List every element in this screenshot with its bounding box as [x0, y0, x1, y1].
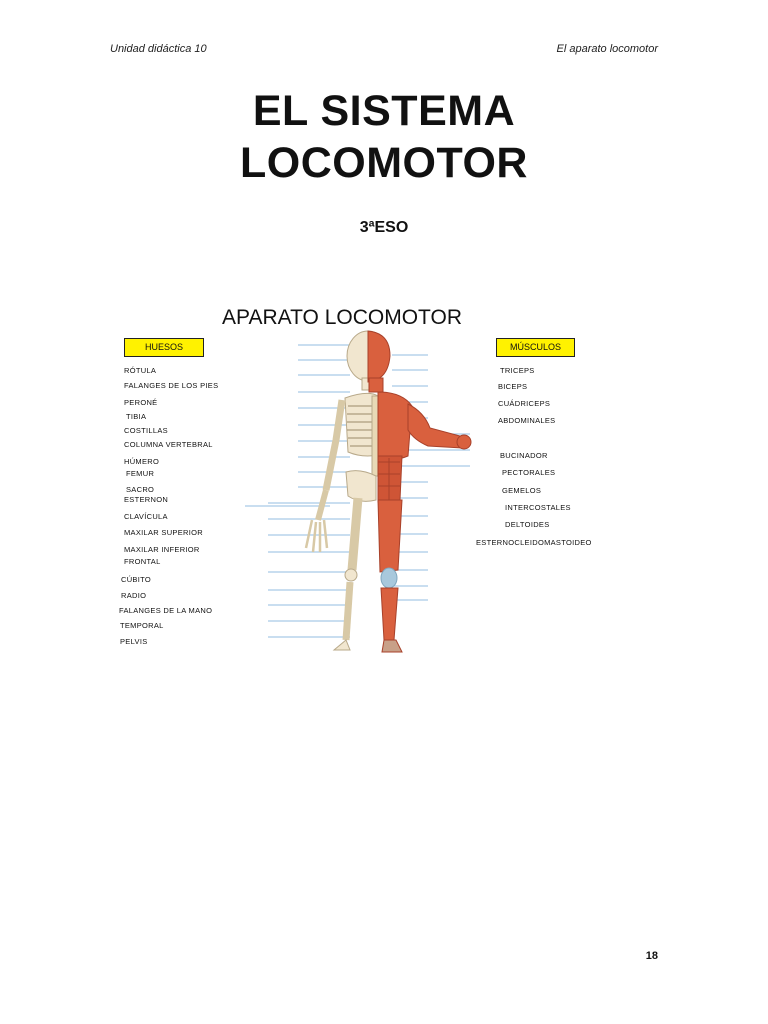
hueso-label: FEMUR	[126, 469, 155, 478]
musculo-label: TRICEPS	[500, 366, 535, 375]
fist-icon	[457, 435, 471, 449]
musculo-label: GEMELOS	[502, 486, 542, 495]
musculo-label: ABDOMINALES	[498, 416, 556, 425]
patella-icon	[345, 569, 357, 581]
calf-muscles-icon	[381, 588, 398, 640]
header-right: El aparato locomotor	[556, 43, 658, 55]
hueso-label: COLUMNA VERTEBRAL	[124, 440, 213, 449]
musculo-label: INTERCOSTALES	[505, 503, 571, 512]
page-number: 18	[645, 950, 658, 962]
hueso-label: CÚBITO	[121, 575, 151, 584]
hueso-label: MAXILAR SUPERIOR	[124, 528, 203, 537]
course-level: 3ªESO	[359, 219, 409, 236]
knee-icon	[381, 568, 397, 588]
hueso-label: RADIO	[121, 591, 147, 600]
header-left: Unidad didáctica 10	[110, 43, 207, 55]
musculo-label: BUCINADOR	[500, 451, 548, 460]
spine-icon	[372, 396, 378, 476]
page-title-line-1: EL SISTEMA	[252, 87, 516, 135]
hueso-label: FALANGES DE LA MANO	[119, 606, 213, 615]
musculos-heading: MÚSCULOS	[496, 338, 575, 357]
arm-muscles-icon	[408, 404, 462, 448]
figure-title: APARATO LOCOMOTOR	[222, 306, 462, 329]
hueso-label: CLAVÍCULA	[124, 512, 168, 521]
hueso-label: PELVIS	[120, 637, 148, 646]
neck-muscles-icon	[369, 378, 383, 392]
humerus-icon	[326, 400, 342, 490]
hueso-label: HÚMERO	[124, 457, 160, 466]
musculo-label: PECTORALES	[502, 468, 556, 477]
hueso-label: TEMPORAL	[120, 621, 164, 630]
femur-icon	[352, 498, 358, 570]
page-title-line-2: LOCOMOTOR	[240, 139, 528, 187]
musculo-label: DELTOIDES	[505, 520, 550, 529]
musculo-label: ESTERNOCLEIDOMASTOIDEO	[476, 538, 592, 547]
pectoral-icon	[378, 392, 412, 460]
face-muscles-icon	[368, 331, 390, 382]
abdominals-icon	[378, 456, 402, 502]
foot-bones-icon	[334, 640, 350, 650]
forearm-icon	[318, 490, 326, 520]
hueso-label: RÓTULA	[124, 366, 157, 375]
huesos-heading: HUESOS	[124, 338, 204, 357]
muscle-half	[368, 331, 471, 652]
hueso-label: MAXILAR INFERIOR	[124, 545, 200, 554]
hand-bones-icon	[306, 520, 327, 552]
hueso-label: COSTILLAS	[124, 426, 168, 435]
hueso-label: FRONTAL	[124, 557, 161, 566]
quadriceps-icon	[378, 500, 402, 572]
hueso-label: ESTERNON	[124, 495, 169, 504]
hueso-label: SACRO	[126, 485, 155, 494]
pelvis-icon	[346, 471, 376, 502]
hueso-label: TIBIA	[126, 412, 147, 421]
musculo-label: CUÁDRICEPS	[498, 399, 551, 408]
musculo-label: BICEPS	[498, 382, 528, 391]
tibia-icon	[346, 582, 350, 640]
foot-icon	[382, 640, 402, 652]
hueso-label: PERONÉ	[124, 398, 158, 407]
hueso-label: FALANGES DE LOS PIES	[124, 381, 219, 390]
